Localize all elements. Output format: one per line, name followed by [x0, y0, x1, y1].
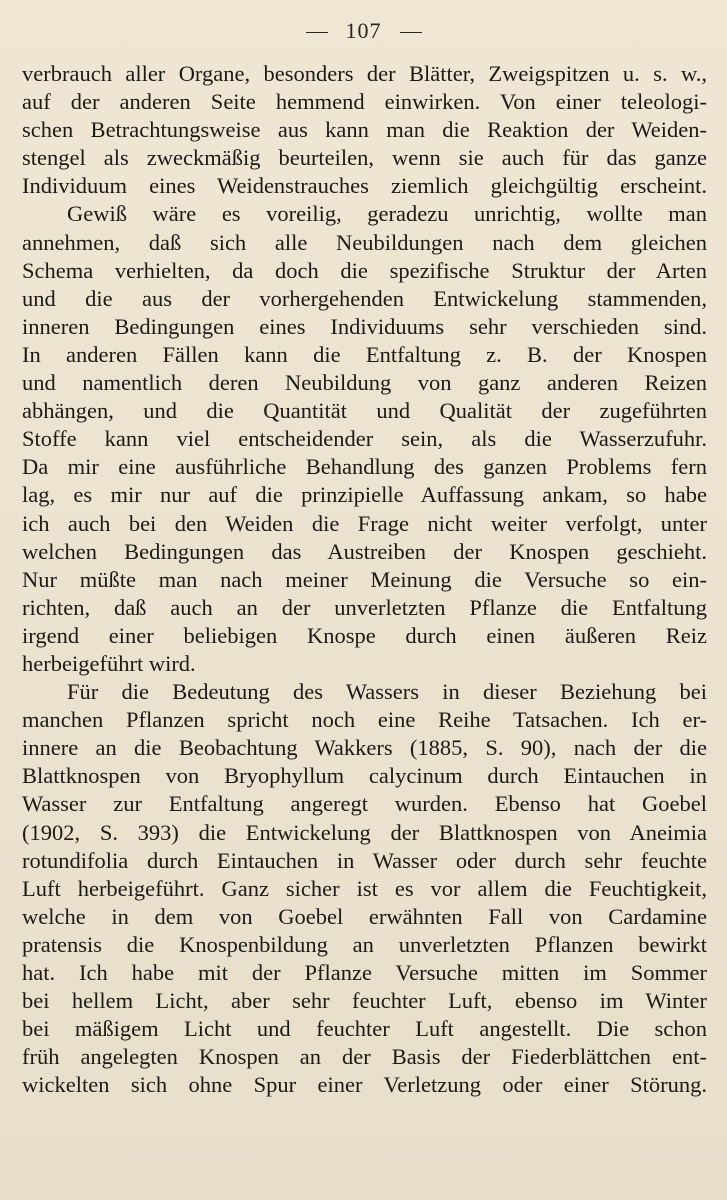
- text-line: schen Betrachtungsweise aus kann man die Reaktion der Weiden-: [22, 117, 707, 143]
- text-line: welche in dem von Goebel erwähnten Fall von Cardamine: [22, 903, 707, 929]
- text-line: lag, es mir nur auf die prinzipielle Auffassung ankam, so habe: [22, 482, 707, 508]
- text-line: welchen Bedingungen das Austreiben der Knospen geschieht.: [22, 538, 707, 564]
- text-line: innere an die Beobachtung Wakkers (1885, S. 90), nach der die: [22, 735, 707, 761]
- text-line: Luft herbeigeführt. Ganz sicher ist es vor allem die Feuchtigkeit,: [22, 875, 707, 901]
- text-line: auf der anderen Seite hemmend einwirken. Von einer teleologi-: [22, 89, 707, 115]
- text-line: stengel als zweckmäßig beurteilen, wenn sie auch für das ganze: [22, 145, 707, 171]
- right-dash: [400, 32, 422, 33]
- text-line: wickelten sich ohne Spur einer Verletzung oder einer Störung.: [22, 1072, 707, 1098]
- text-line: und die aus der vorhergehenden Entwickelung stammenden,: [22, 285, 707, 311]
- text-line: Für die Bedeutung des Wassers in dieser Beziehung bei: [67, 679, 707, 705]
- text-line: und namentlich deren Neubildung von ganz anderen Reizen: [22, 370, 707, 396]
- text-line: verbrauch aller Organe, besonders der Blätter, Zweigspitzen u. s. w.,: [22, 61, 707, 86]
- page-number: 107: [345, 18, 382, 43]
- text-line: Wasser zur Entfaltung angeregt wurden. Ebenso hat Goebel: [22, 791, 707, 817]
- text-line: rotundifolia durch Eintauchen in Wasser oder durch sehr feuchte: [22, 847, 707, 873]
- text-line: annehmen, daß sich alle Neubildungen nach dem gleichen: [22, 229, 707, 255]
- text-line: irgend einer beliebigen Knospe durch einen äußeren Reiz: [22, 622, 707, 648]
- text-line: ich auch bei den Weiden die Frage nicht weiter verfolgt, unter: [22, 510, 707, 536]
- text-line: Individuum eines Weidenstrauches ziemlich gleichgültig erscheint.: [22, 173, 707, 199]
- text-line: abhängen, und die Quantität und Qualität der zugeführten: [22, 398, 707, 424]
- text-line: bei hellem Licht, aber sehr feuchter Luft, ebenso im Winter: [22, 988, 707, 1014]
- text-line: herbeigeführt wird.: [22, 650, 196, 676]
- text-line: Schema verhielten, da doch die spezifische Struktur der Arten: [22, 257, 707, 283]
- page-header: [0, 18, 727, 44]
- text-line: In anderen Fällen kann die Entfaltung z. B. der Knospen: [22, 341, 707, 367]
- text-line: richten, daß auch an der unverletzten Pflanze die Entfaltung: [22, 594, 707, 620]
- text-line: Da mir eine ausführliche Behandlung des ganzen Problems fern: [22, 454, 707, 480]
- text-line: (1902, S. 393) die Entwickelung der Blattknospen von Aneimia: [22, 819, 707, 845]
- left-dash: [306, 32, 328, 33]
- text-line: Nur müßte man nach meiner Meinung die Versuche so ein-: [22, 566, 707, 592]
- text-line: früh angelegten Knospen an der Basis der Fiederblättchen ent-: [22, 1044, 707, 1070]
- text-line: hat. Ich habe mit der Pflanze Versuche mitten im Sommer: [22, 960, 707, 985]
- text-line: manchen Pflanzen spricht noch eine Reihe Tatsachen. Ich er-: [22, 707, 707, 733]
- body-text: [22, 60, 707, 1099]
- text-line: Gewiß wäre es voreilig, geradezu unrichtig, wollte man: [67, 201, 707, 227]
- text-line: Stoffe kann viel entscheidender sein, als die Wasserzufuhr.: [22, 426, 707, 452]
- text-line: inneren Bedingungen eines Individuums sehr verschieden sind.: [22, 313, 707, 339]
- text-line: bei mäßigem Licht und feuchter Luft angestellt. Die schon: [22, 1016, 707, 1042]
- text-line: pratensis die Knospenbildung an unverletzten Pflanzen bewirkt: [22, 931, 707, 957]
- text-line: Blattknospen von Bryophyllum calycinum durch Eintauchen in: [22, 763, 707, 789]
